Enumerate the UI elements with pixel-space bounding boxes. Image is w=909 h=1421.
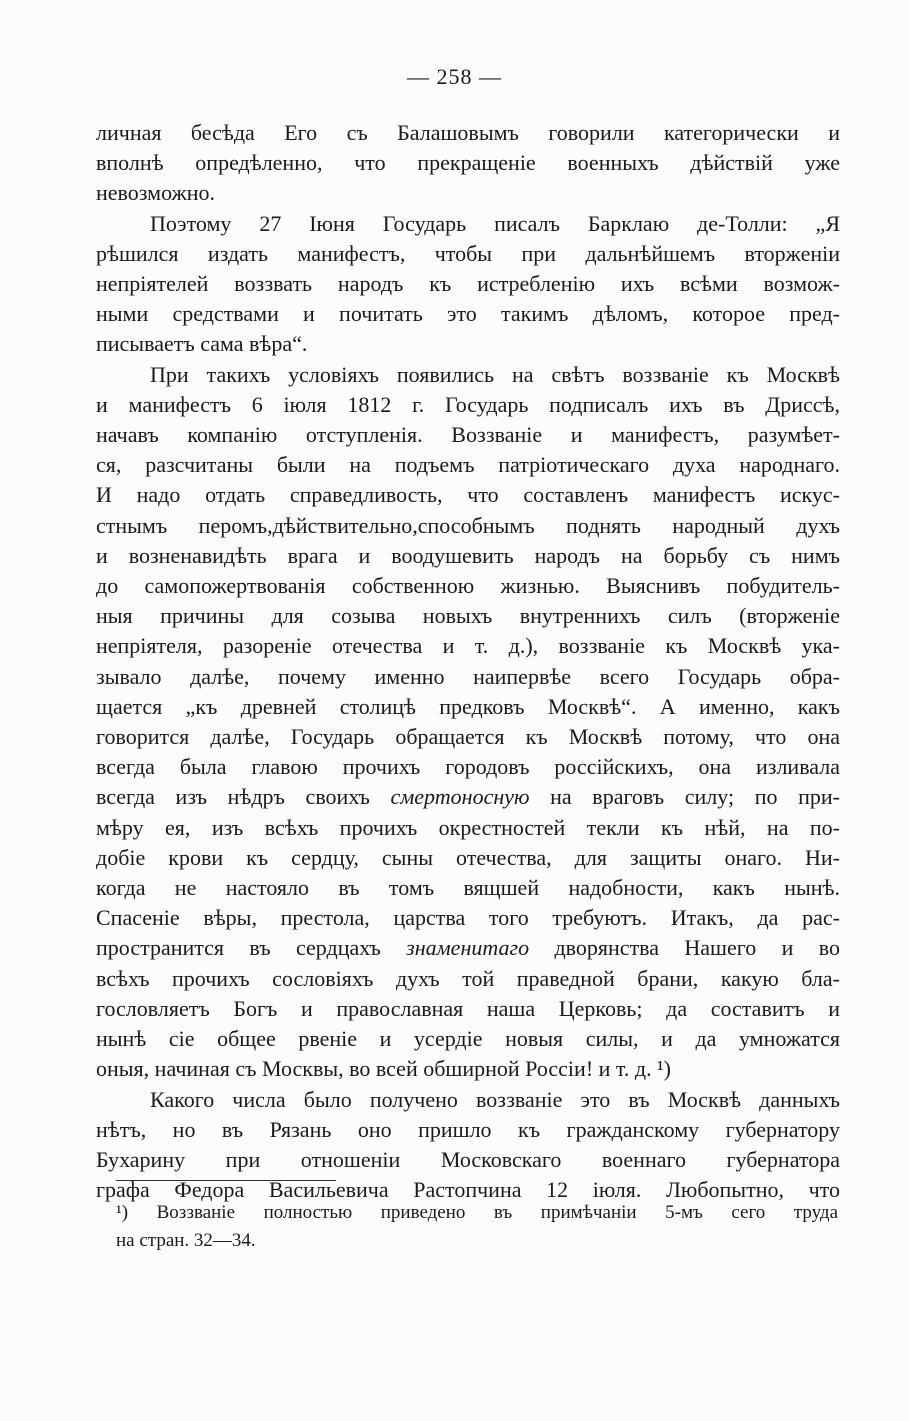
text-line: мѣру ея, изъ всѣхъ прочихъ окрестностей текли къ нѣй, на по- [96,814,840,840]
text-line: Поэтому 27 Іюня Государь писалъ Барклаю де-Толли: „Я [150,210,840,236]
text-line: ными средствами и почитать это такимъ дѣломъ, которое пред- [96,301,840,327]
text-line: стнымъ перомъ,дѣйствительно,способнымъ поднять народный духъ [96,512,840,538]
text-line: оныя, начиная съ Москвы, во всей обширной Россіи! и т. д. ¹) [96,1056,671,1082]
text-line: до самопожертвованія собственною жизнью. Выяснивъ побудитель- [96,573,840,599]
text-line: вполнѣ опредѣленно, что прекращеніе военныхъ дѣйствій уже [96,150,840,176]
text-line: гословляетъ Богъ и православная наша Церковь; да составитъ и [96,995,840,1021]
text-line: всегда изъ нѣдръ своихъ смертоносную на враговъ силу; по при- [96,784,840,810]
text-line: И надо отдать справедливость, что составленъ манифестъ искус- [96,482,840,508]
text-line: писываетъ сама вѣра“. [96,331,308,357]
footnote-line: ¹) Воззваніе полностью приведено въ примѣчаніи 5-мъ сего труда [116,1202,838,1223]
text-line: добіе крови къ сердцу, сыны отечества, для защиты онаго. Ни- [96,844,840,870]
text-line: ныя причины для созыва новыхъ внутреннихъ силъ (вторженіе [96,603,840,629]
text-line: всѣхъ прочихъ сословіяхъ духъ той праведной брани, какую бла- [96,965,840,991]
text-line: Какого числа было получено воззваніе это въ Москвѣ данныхъ [150,1086,840,1112]
main-text [96,118,840,1205]
paragraph-3 [96,360,840,1085]
footnote [116,1199,838,1255]
text-line: непріятелей воззвать народъ къ истребленію ихъ всѣми возмож- [96,271,840,297]
text-line: непріятеля, разореніе отечества и т. д.), воззваніе къ Москвѣ ука- [96,633,840,659]
text-line: личная бесѣда Его съ Балашовымъ говорили категорически и [96,120,840,145]
text-line: щается „къ древней столицѣ предковъ Москвѣ“. А именно, какъ [96,693,840,719]
text-line: ся, разсчитаны были на подъемъ патріотическаго духа народнаго. [96,452,840,478]
text-line: и манифестъ 6 іюля 1812 г. Государь подписалъ ихъ въ Дриссѣ, [96,391,840,417]
text-line: графа Федора Васильевича Растопчина 12 іюля. Любопытно, что [96,1177,840,1203]
text-line: пространится въ сердцахъ знаменитаго дворянства Нашего и во [96,935,840,961]
page-number: — 258 — [407,64,502,89]
paragraph-4 [96,1085,840,1206]
text-line: зывало далѣе, почему именно наипервѣе всего Государь обра- [96,663,840,689]
text-line: начавъ компанію отступленія. Воззваніе и манифестъ, разумѣет- [96,422,840,448]
paragraph-1 [96,118,840,209]
text-line: невозможно. [96,180,216,206]
text-line: нѣтъ, но въ Рязань оно пришло къ гражданскому губернатору [96,1116,840,1142]
text-line: когда не настояло въ томъ вящшей надобности, какъ нынѣ. [96,875,840,901]
footnote-divider [116,1180,336,1181]
text-line: всегда была главою прочихъ городовъ россійскихъ, она изливала [96,754,840,780]
text-line: и возненавидѣть врага и воодушевить народъ на борьбу съ нимъ [96,542,840,568]
paragraph-2 [96,209,840,360]
text-line: Спасеніе вѣры, престола, царства того требуютъ. Итакъ, да рас- [96,905,840,931]
text-line: рѣшился издать манифестъ, чтобы при дальнѣйшемъ вторженіи [96,240,840,266]
text-line: нынѣ сіе общее рвеніе и усердіе новыя силы, и да умножатся [96,1026,840,1052]
text-line: Бухарину при отношеніи Московскаго военнаго губернатора [96,1146,840,1172]
footnote-line: на стран. 32—34. [116,1230,256,1251]
text-line: говорится далѣе, Государь обращается къ Москвѣ потому, что она [96,724,840,750]
text-line: При такихъ условіяхъ появились на свѣтъ воззваніе къ Москвѣ [150,361,840,387]
